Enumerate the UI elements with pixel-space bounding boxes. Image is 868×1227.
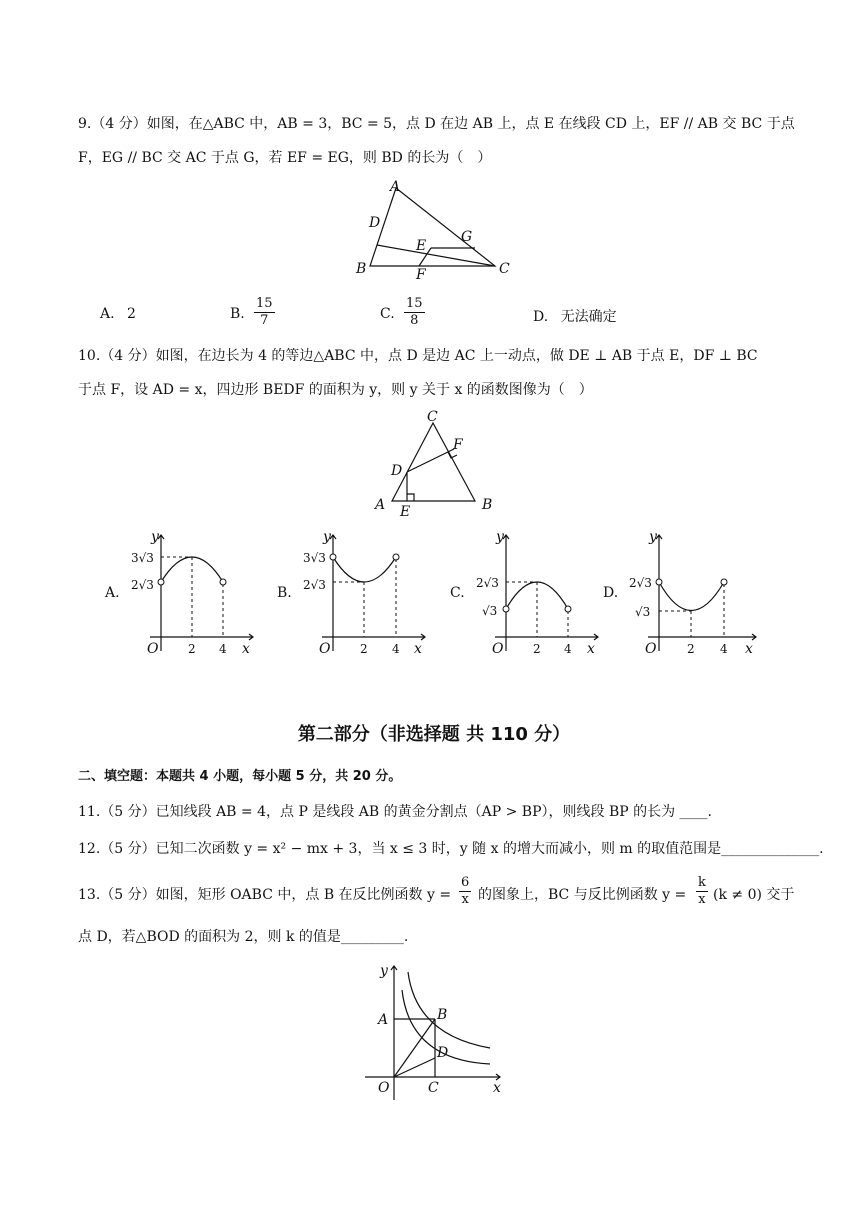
q10-graph-c xyxy=(470,527,605,657)
q10-graph-c-ytick-low: √3 xyxy=(482,604,498,618)
q10-graph-d-letter: D. xyxy=(603,585,619,601)
q9-option-c-num: 15 xyxy=(406,296,423,311)
q10-graph-d-origin: O xyxy=(645,641,657,657)
q9-option-a xyxy=(100,306,136,322)
q10-graph-d xyxy=(623,527,763,657)
q13-frac1-num: 6 xyxy=(461,875,470,890)
q13-label-o: O xyxy=(378,1080,390,1096)
q9-triangle-figure xyxy=(350,178,520,283)
q10-graph-c-xtick-2: 2 xyxy=(533,642,541,656)
q10-label-f: F xyxy=(453,437,463,453)
q12-text: 12.（5 分）已知二次函数 y = x² − mx + 3，当 x ≤ 3 时，y 随 x 的增大而减小，则 m 的取值范围是______________. xyxy=(78,841,824,857)
q9-option-d-value: 无法确定 xyxy=(560,309,617,325)
q10-graph-c-axis-x: x xyxy=(587,641,595,657)
q13-axis-y: y xyxy=(380,963,388,979)
q13-frac2-num: k xyxy=(698,875,706,890)
part2-section-heading: 二、填空题：本题共 4 小题，每小题 5 分，共 20 分。 xyxy=(78,769,402,784)
q10-label-c: C xyxy=(427,409,438,425)
q13-line2: 点 D，若△BOD 的面积为 2，则 k 的值是_________. xyxy=(78,929,409,945)
q9-label-b: B xyxy=(356,261,367,277)
q10-graph-c-xtick-4: 4 xyxy=(564,642,572,656)
q9-option-c-den: 8 xyxy=(410,313,419,328)
q10-graph-a-letter: A. xyxy=(105,585,120,601)
q10-graph-b-axis-y: y xyxy=(323,529,331,545)
q10-graph-c-ytick-high: 2√3 xyxy=(476,576,499,590)
q10-triangle-figure xyxy=(365,405,505,520)
q9-label-g: G xyxy=(461,229,473,245)
q10-graph-a-ytick-low: 2√3 xyxy=(131,578,154,592)
q9-line2: F，EG // BC 交 AC 于点 G，若 EF = EG，则 BD 的长为（ ） xyxy=(78,150,492,166)
q10-graph-a-axis-y: y xyxy=(151,529,159,545)
q13-line1-b: 的图象上，BC 与反比例函数 y = xyxy=(478,887,687,903)
q9-label-c: C xyxy=(499,261,510,277)
q10-label-a: A xyxy=(375,497,386,513)
q9-label-d: D xyxy=(369,215,381,231)
q10-graph-a-ytick-high: 3√3 xyxy=(131,551,154,565)
q10-graph-d-xtick-4: 4 xyxy=(720,642,728,656)
q10-graph-b-origin: O xyxy=(319,641,331,657)
q11-text: 11.（5 分）已知线段 AB = 4，点 P 是线段 AB 的黄金分割点（AP > BP），则线段 BP 的长为 ____. xyxy=(78,804,713,820)
q9-option-a-value: 2 xyxy=(127,306,136,322)
q13-line1-c: (k ≠ 0) 交于 xyxy=(713,887,795,903)
q10-label-e: E xyxy=(400,504,411,520)
q10-label-b: B xyxy=(482,497,493,513)
q9-option-b-den: 7 xyxy=(260,313,269,328)
q10-graph-d-axis-x: x xyxy=(745,641,753,657)
q10-graph-b-axis-x: x xyxy=(414,641,422,657)
q10-graph-a-origin: O xyxy=(147,641,159,657)
q9-option-c-fraction xyxy=(404,296,425,329)
q9-label-a: A xyxy=(390,179,401,195)
q10-graph-a-axis-x: x xyxy=(242,641,250,657)
q10-graph-d-axis-y: y xyxy=(649,529,657,545)
q13-line1-a: 13.（5 分）如图，矩形 OABC 中，点 B 在反比例函数 y = xyxy=(78,887,452,903)
q9-option-b-letter: B. xyxy=(230,306,245,322)
q10-graph-c-letter: C. xyxy=(450,585,465,601)
q9-option-c-letter: C. xyxy=(380,306,395,322)
q13-fraction-k-over-x xyxy=(696,875,708,908)
q10-graph-d-ytick-low: √3 xyxy=(635,605,651,619)
q9-option-a-letter: A. xyxy=(100,306,115,322)
part2-title: 第二部分（非选择题 共 110 分） xyxy=(297,724,571,745)
q13-hyperbola-figure xyxy=(360,960,510,1105)
q10-label-d: D xyxy=(391,463,403,479)
q13-axis-x: x xyxy=(493,1080,501,1096)
q10-graph-d-xtick-2: 2 xyxy=(687,642,695,656)
q10-graph-a-xtick-4: 4 xyxy=(219,642,227,656)
q13-frac1-den: x xyxy=(461,892,469,907)
q10-graph-b-ytick-low: 2√3 xyxy=(303,578,326,592)
q9-option-b-fraction xyxy=(254,296,275,329)
q10-graph-d-ytick-high: 2√3 xyxy=(629,576,652,590)
q13-label-d: D xyxy=(437,1045,449,1061)
q13-label-a: A xyxy=(378,1012,389,1028)
q10-graph-b-letter: B. xyxy=(277,585,292,601)
q10-graph-a-xtick-2: 2 xyxy=(188,642,196,656)
q10-line2: 于点 F，设 AD = x，四边形 BEDF 的面积为 y，则 y 关于 x 的函数图像为（ ） xyxy=(78,382,593,398)
q9-label-e: E xyxy=(416,238,427,254)
q10-graph-b xyxy=(297,527,432,657)
q13-label-b: B xyxy=(437,1007,448,1023)
q10-graph-b-xtick-2: 2 xyxy=(360,642,368,656)
q13-fraction-6-over-x xyxy=(459,875,471,908)
q9-option-d xyxy=(533,306,617,326)
q9-label-f: F xyxy=(416,267,426,283)
q13-label-c: C xyxy=(428,1080,439,1096)
q10-graph-c-axis-y: y xyxy=(496,529,504,545)
q9-option-b-num: 15 xyxy=(256,296,273,311)
q10-line1: 10.（4 分）如图，在边长为 4 的等边△ABC 中，点 D 是边 AC 上一动点，做 DE ⊥ AB 于点 E，DF ⊥ BC xyxy=(78,348,758,364)
q10-graph-c-origin: O xyxy=(492,641,504,657)
q10-graph-b-xtick-4: 4 xyxy=(392,642,400,656)
q10-graph-b-ytick-high: 3√3 xyxy=(303,551,326,565)
q9-option-d-letter: D. xyxy=(533,309,549,325)
q13-frac2-den: x xyxy=(698,892,706,907)
q9-line1: 9.（4 分）如图，在△ABC 中，AB = 3，BC = 5，点 D 在边 AB 上，点 E 在线段 CD 上，EF // AB 交 BC 于点 xyxy=(78,116,795,132)
q10-graph-a xyxy=(125,527,260,657)
